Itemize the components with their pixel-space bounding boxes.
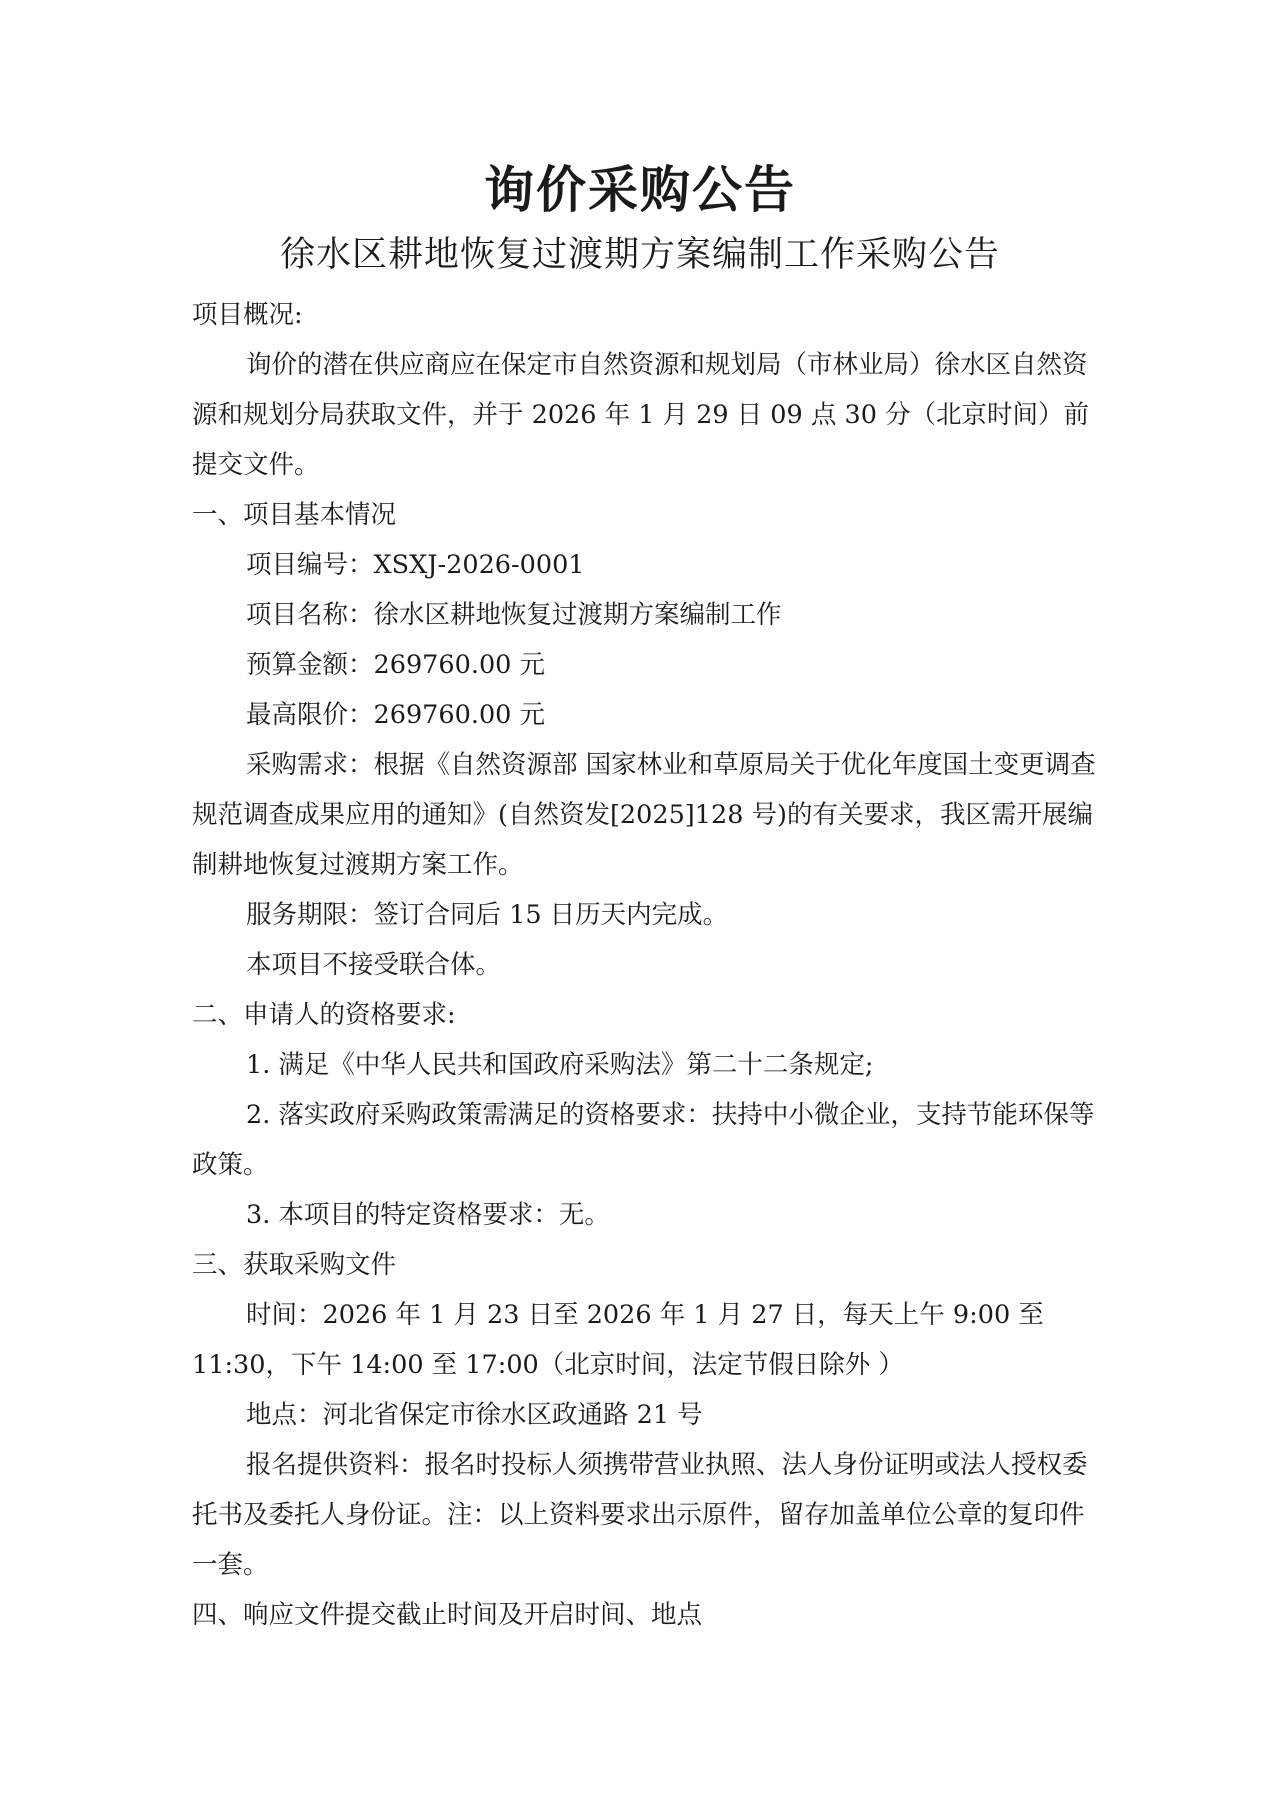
budget-amount: 预算金额：269760.00 元 [246,650,546,680]
section4-heading: 四、响应文件提交截止时间及开启时间、地点 [192,1600,703,1630]
page-subtitle: 徐水区耕地恢复过渡期方案编制工作采购公告 [279,235,1000,275]
procurement-requirement: 采购需求：根据《自然资源部 国家林业和草原局关于优化年度国土变更调查规范调查成果应用的通知》(自然资发[2025]128 号)的有关要求，我区需开展编制耕地恢复过渡期方案工作。 [192,750,1096,880]
document-time: 时间：2026 年 1 月 23 日至 2026 年 1 月 27 日，每天上午 9:00 至 11:30，下午 14:00 至 17:00（北京时间，法定节假日除外 ） [192,1300,1044,1380]
overview-paragraph: 询价的潜在供应商应在保定市自然资源和规划局（市林业局）徐水区自然资源和规划分局获取文件，并于 2026 年 1 月 29 日 09 点 30 分（北京时间）前提交文件。 [192,350,1090,480]
section1-heading: 一、项目基本情况 [192,500,397,530]
qualification-item-2: 2. 落实政府采购政策需满足的资格要求：扶持中小微企业，支持节能环保等政策。 [192,1100,1095,1180]
registration-materials: 报名提供资料：报名时投标人须携带营业执照、法人身份证明或法人授权委托书及委托人身份证。注：以上资料要求出示原件，留存加盖单位公章的复印件一套。 [192,1450,1088,1580]
section2-heading: 二、申请人的资格要求: [192,1000,456,1030]
document-body [192,290,1096,1640]
qualification-item-1: 1. 满足《中华人民共和国政府采购法》第二十二条规定; [246,1050,874,1080]
project-number: 项目编号：XSXJ-2026-0001 [246,550,585,580]
project-name: 项目名称：徐水区耕地恢复过渡期方案编制工作 [246,600,782,630]
document-location: 地点：河北省保定市徐水区政通路 21 号 [246,1400,703,1430]
page-title: 询价采购公告 [484,160,796,219]
consortium-note: 本项目不接受联合体。 [246,950,502,980]
overview-heading: 项目概况: [192,300,303,330]
service-period: 服务期限：签订合同后 15 日历天内完成。 [246,900,729,930]
max-price: 最高限价：269760.00 元 [246,700,546,730]
qualification-item-3: 3. 本项目的特定资格要求：无。 [246,1200,610,1230]
section3-heading: 三、获取采购文件 [192,1250,397,1280]
